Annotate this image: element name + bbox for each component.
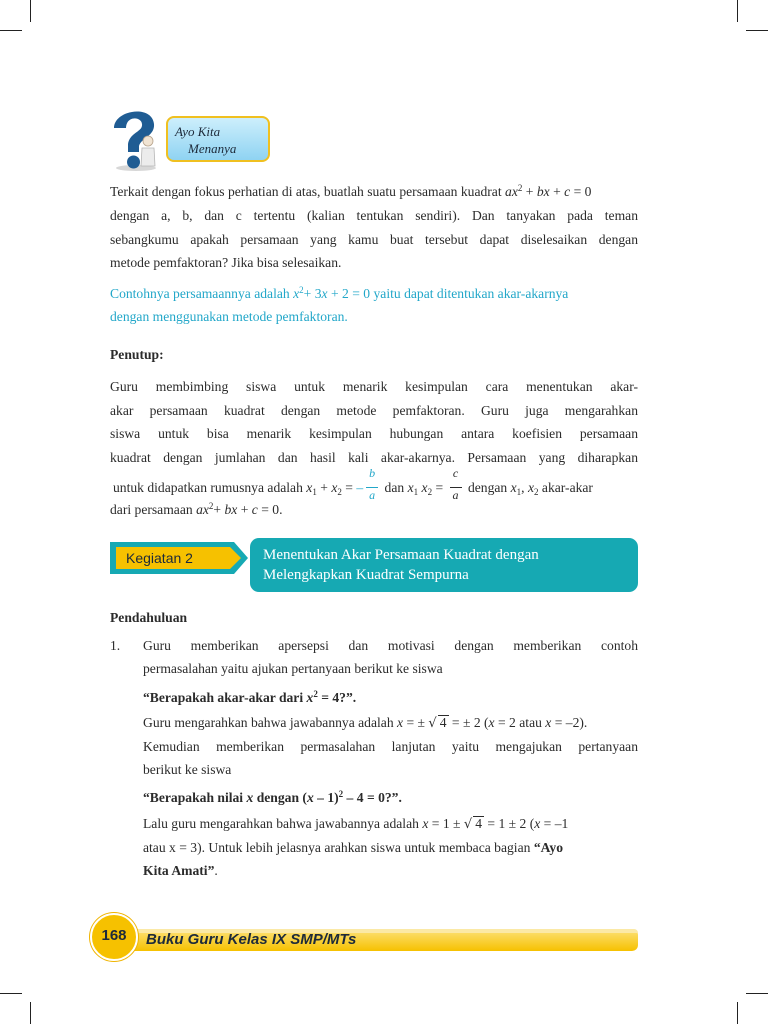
crop-mark [0, 993, 22, 994]
pendahuluan-line-8: Kita Amati”. [143, 863, 218, 878]
penutup-line-4: kuadrat dengan jumlahan dan hasil kali akar-akarnya. Persamaan yang diharapkan [110, 450, 638, 465]
crop-mark [737, 0, 738, 22]
callout-line-2: Menanya [188, 141, 237, 156]
fraction-c-over-a: $\frac{c}{a}$ [449, 479, 463, 499]
example-line-2: dengan menggunakan metode pemfaktoran. [110, 309, 348, 324]
callout-line-1: Ayo Kita [175, 124, 221, 139]
footer-title: Buku Guru Kelas IX SMP/MTs [146, 931, 357, 948]
penutup-line-6: dari persamaan $ax^2+$ bx + c = 0. [110, 501, 283, 517]
fraction-b-over-a: $\frac{b}{a}$ [365, 479, 379, 499]
penutup-line-1: Guru membimbing siswa untuk menarik kesimpulan cara menentukan akar- [110, 379, 638, 394]
pendahuluan-line-5: berikut ke siswa [143, 762, 232, 777]
ayo-kita-menanya-box [166, 116, 270, 162]
pendahuluan-line-6: Lalu guru mengarahkan bahwa jawabannya adalah x = 1 ± √ 4 = 1 ± 2 (x = –1 [143, 816, 569, 832]
pendahuluan-line-1: Guru memberikan apersepsi dan motivasi dengan memberikan contoh [143, 638, 638, 653]
para1-line-1: Terkait dengan fokus perhatian di atas, buatlah suatu persamaan kuadrat $ax^2$ + bx + c = 0 [110, 183, 592, 199]
page-number: 168 [101, 927, 127, 944]
pendahuluan-heading: Pendahuluan [110, 610, 188, 625]
pendahuluan-line-3: Guru mengarahkan bahwa jawabannya adalah x = ± √ 4 = ± 2 (x = 2 atau x = –2). [143, 715, 588, 731]
crop-mark [0, 30, 22, 31]
example-line-1: Contohnya persamaannya adalah $x^2+ 3x + 2 = 0$ yaitu dapat ditentukan akar-akarnya [110, 285, 569, 301]
kegiatan-title-line-1: Menentukan Akar Persamaan Kuadrat dengan [263, 547, 539, 563]
question-mark-icon [108, 104, 168, 172]
penutup-heading: Penutup: [110, 347, 164, 362]
list-number: 1. [110, 638, 121, 653]
penutup-line-3: siswa untuk bisa menarik kesimpulan hubungan antara koefisien persamaan [110, 426, 638, 441]
pendahuluan-line-2: permasalahan yaitu ajukan pertanyaan berikut ke siswa [143, 661, 443, 676]
crop-mark [746, 993, 768, 994]
kegiatan-label: Kegiatan 2 [110, 542, 248, 574]
pendahuluan-line-7: atau x = 3). Untuk lebih jelasnya arahkan siswa untuk membaca bagian “Ayo [143, 840, 564, 855]
para1-line-2: dengan a, b, dan c tertentu (kalian tentukan sendiri). Dan tanyakan pada teman [110, 208, 638, 223]
penutup-line-5: untuk didapatkan rumusnya adalah $x_1 + x_2$ = – $\frac{b}{a}$ dan $x_1$ $x_2$ = $\frac{c}{a}$ dengan $x_1$, $x_2$ akar-akar [113, 465, 593, 502]
question-1: “Berapakah akar-akar dari $x^2 = 4$?”. [143, 689, 357, 705]
pendahuluan-line-4: Kemudian memberikan permasalahan lanjutan yaitu mengajukan pertanyaan [143, 739, 638, 754]
crop-mark [737, 1002, 738, 1024]
para1-line-3: sebangkumu apakah persamaan yang kamu buat tersebut dapat diselesaikan dengan [110, 232, 638, 247]
kegiatan-title-line-2: Melengkapkan Kuadrat Sempurna [263, 567, 469, 583]
crop-mark [746, 30, 768, 31]
crop-mark [30, 0, 31, 22]
kegiatan-title-box [250, 538, 638, 592]
question-2: “Berapakah nilai x dengan (x – 1)$^2$ – 4 = 0?”. [143, 789, 402, 805]
crop-mark [30, 1002, 31, 1024]
penutup-line-2: akar persamaan kuadrat dengan metode pemfaktoran. Guru juga mengarahkan [110, 403, 638, 418]
para1-line-4: metode pemfaktoran? Jika bisa selesaikan. [110, 255, 342, 270]
